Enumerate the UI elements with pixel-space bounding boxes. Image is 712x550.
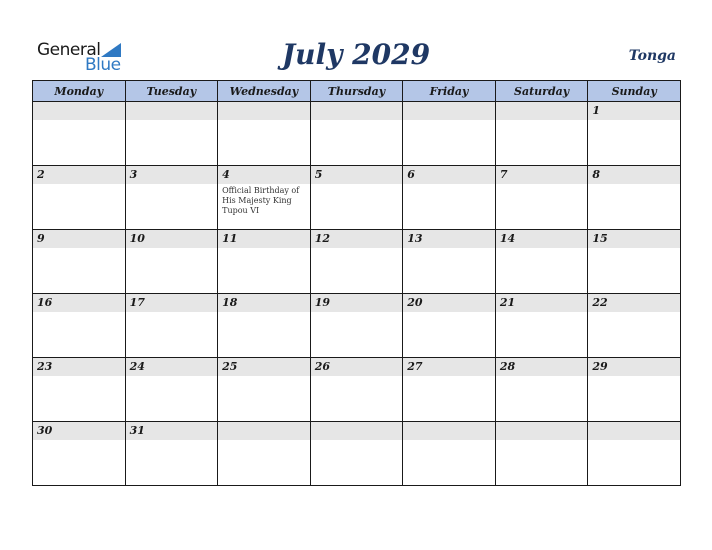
weekday-header: Saturday [495,81,588,102]
day-number: 8 [588,166,680,184]
day-number [126,102,218,120]
day-number: 7 [496,166,588,184]
day-cell [495,294,588,358]
day-cell [588,230,681,294]
day-number: 5 [311,166,403,184]
day-number: 24 [126,358,218,376]
day-cell [495,166,588,230]
day-cell [588,166,681,230]
day-cell [403,230,496,294]
day-cell [495,230,588,294]
day-number [311,422,403,440]
day-cell [125,422,218,486]
day-number: 23 [33,358,125,376]
weekday-header-row [33,81,681,102]
day-cell [33,230,126,294]
day-cell [125,230,218,294]
day-cell [218,230,311,294]
weekday-header: Tuesday [125,81,218,102]
day-number: 12 [311,230,403,248]
day-number [496,102,588,120]
day-cell [310,102,403,166]
day-number: 19 [311,294,403,312]
day-cell [310,358,403,422]
day-cell [310,230,403,294]
week-row [33,422,681,486]
day-cell [218,422,311,486]
day-cell [125,102,218,166]
day-number [218,422,310,440]
day-cell [125,166,218,230]
day-cell [588,102,681,166]
day-cell [218,294,311,358]
day-number [588,422,680,440]
day-number: 4 [218,166,310,184]
calendar-title: July 2029 [281,38,431,71]
day-number: 11 [218,230,310,248]
day-cell [125,294,218,358]
day-cell [403,422,496,486]
day-cell [33,294,126,358]
logo-blue-text: Blue [85,55,121,75]
day-cell [403,166,496,230]
day-cell [125,358,218,422]
country-name: Tonga [628,48,676,64]
day-number: 17 [126,294,218,312]
day-number: 27 [403,358,495,376]
day-cell [403,102,496,166]
day-number: 20 [403,294,495,312]
day-cell [588,422,681,486]
day-number: 25 [218,358,310,376]
day-number: 6 [403,166,495,184]
day-cell [218,102,311,166]
day-cell [588,358,681,422]
calendar-grid [32,80,681,486]
day-number: 18 [218,294,310,312]
day-number: 29 [588,358,680,376]
day-number: 15 [588,230,680,248]
day-cell [33,358,126,422]
week-row [33,294,681,358]
day-cell [495,422,588,486]
day-number: 10 [126,230,218,248]
day-number: 22 [588,294,680,312]
logo-general-text: General [37,40,101,60]
day-cell [403,358,496,422]
day-cell [218,358,311,422]
day-number [311,102,403,120]
day-cell [33,422,126,486]
day-cell [588,294,681,358]
day-number [403,422,495,440]
day-cell [33,102,126,166]
week-row [33,230,681,294]
day-number: 16 [33,294,125,312]
day-number [218,102,310,120]
holiday-event: Official Birthday of His Majesty King Tupou VI [222,186,300,215]
day-cell [33,166,126,230]
day-number: 13 [403,230,495,248]
day-cell [310,166,403,230]
week-row [33,358,681,422]
day-number: 30 [33,422,125,440]
day-cell [403,294,496,358]
day-number: 9 [33,230,125,248]
weekday-header: Monday [33,81,126,102]
day-number: 14 [496,230,588,248]
day-number [33,102,125,120]
weekday-header: Sunday [588,81,681,102]
week-row [33,102,681,166]
weekday-header: Friday [403,81,496,102]
weekday-header: Thursday [310,81,403,102]
weekday-header: Wednesday [218,81,311,102]
day-number: 21 [496,294,588,312]
day-cell [495,102,588,166]
day-cell [495,358,588,422]
day-number [496,422,588,440]
day-number: 26 [311,358,403,376]
day-number: 31 [126,422,218,440]
day-cell [310,422,403,486]
day-number: 1 [588,102,680,120]
day-number: 2 [33,166,125,184]
day-cell [310,294,403,358]
week-row [33,166,681,230]
day-number: 28 [496,358,588,376]
day-number [403,102,495,120]
day-cell [218,166,311,230]
day-number: 3 [126,166,218,184]
